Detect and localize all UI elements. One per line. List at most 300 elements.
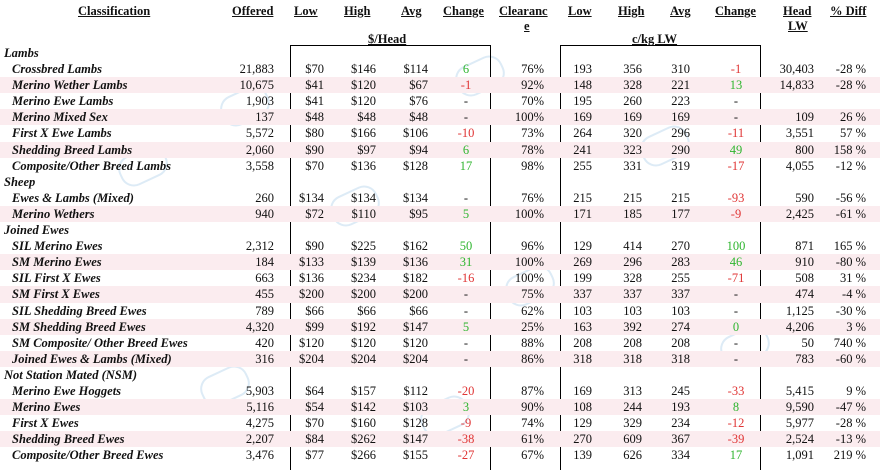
cell-high2: 244 <box>623 400 642 415</box>
cell-avg2: 234 <box>671 416 690 431</box>
table-row <box>0 93 880 109</box>
cell-low: $136 <box>299 271 324 286</box>
cell-high: $66 <box>357 303 376 318</box>
cell-high2: 215 <box>623 190 642 205</box>
cell-low2: 195 <box>573 94 592 109</box>
cell-low2: 171 <box>573 206 592 221</box>
cell-diff: -12 % <box>835 158 866 173</box>
cell-avg2: 103 <box>671 303 690 318</box>
cell-headlw: 30,403 <box>779 62 814 77</box>
cell-avg: $76 <box>409 94 428 109</box>
cell-high2: 103 <box>623 303 642 318</box>
cell-avg2: 337 <box>671 287 690 302</box>
cell-change: 5 <box>462 319 470 334</box>
row-classification: Merino Ewes <box>12 400 81 415</box>
cell-avg: $103 <box>403 400 428 415</box>
row-classification: Joined Ewes & Lambs (Mixed) <box>12 351 172 366</box>
cell-clearance: 100% <box>514 255 544 270</box>
cell-diff: 26 % <box>839 110 866 125</box>
cell-low2: 255 <box>573 158 592 173</box>
cell-change: - <box>463 94 469 109</box>
cell-offered: 21,883 <box>239 62 274 77</box>
cell-change2: - <box>733 303 739 318</box>
cell-change: - <box>463 287 469 302</box>
cell-avg2: 245 <box>671 383 690 398</box>
cell-low: $77 <box>305 448 324 463</box>
cell-avg: $67 <box>409 78 428 93</box>
cell-change: -1 <box>460 78 472 93</box>
cell-avg2: 310 <box>671 62 690 77</box>
col-avg: Avg <box>401 4 422 18</box>
cell-change: - <box>463 303 469 318</box>
cell-offered: 316 <box>255 351 274 366</box>
cell-diff: -28 % <box>835 78 866 93</box>
cell-high: $157 <box>351 383 376 398</box>
cell-avg: $106 <box>403 126 428 141</box>
cell-high: $146 <box>351 62 376 77</box>
cell-high2: 296 <box>623 255 642 270</box>
cell-low: $120 <box>299 335 324 350</box>
cell-avg2: 334 <box>671 448 690 463</box>
cell-diff: -56 % <box>835 190 866 205</box>
cell-change2: - <box>733 94 739 109</box>
cell-change2: 17 <box>729 448 743 463</box>
table-row <box>0 190 880 206</box>
cell-diff: -60 % <box>835 351 866 366</box>
cell-change2: 8 <box>732 400 740 415</box>
cell-avg2: 255 <box>671 271 690 286</box>
cell-high2: 328 <box>623 271 642 286</box>
cell-high: $48 <box>357 110 376 125</box>
table-row <box>0 254 880 270</box>
cell-high2: 318 <box>623 351 642 366</box>
cell-offered: 184 <box>255 255 274 270</box>
cell-change: -27 <box>457 448 475 463</box>
row-classification: First X Ewe Lambs <box>12 126 112 141</box>
cell-change: -16 <box>457 271 475 286</box>
row-classification: Merino Wethers <box>12 206 95 221</box>
cell-change2: -1 <box>730 62 742 77</box>
cell-avg: $147 <box>403 432 428 447</box>
cell-change: 31 <box>459 255 473 270</box>
cell-diff: -4 % <box>842 287 866 302</box>
cell-low2: 269 <box>573 255 592 270</box>
cell-clearance: 67% <box>521 448 544 463</box>
cell-diff: 57 % <box>839 126 866 141</box>
cell-high2: 331 <box>623 158 642 173</box>
cell-offered: 1,903 <box>245 94 274 109</box>
cell-high: $234 <box>351 271 376 286</box>
cell-clearance: 76% <box>521 190 544 205</box>
cell-change: 5 <box>462 206 470 221</box>
cell-low: $204 <box>299 351 324 366</box>
col-change: Change <box>443 4 484 18</box>
cell-avg: $128 <box>403 416 428 431</box>
cell-headlw: 4,055 <box>785 158 814 173</box>
cell-low: $200 <box>299 287 324 302</box>
cell-avg: $162 <box>403 239 428 254</box>
cell-high2: 392 <box>623 319 642 334</box>
row-classification: Shedding Breed Ewes <box>12 432 125 447</box>
category-label: Not Station Mated (NSM) <box>4 367 138 382</box>
cell-high2: 320 <box>623 126 642 141</box>
cell-high2: 414 <box>623 239 642 254</box>
cell-diff: 219 % <box>833 448 866 463</box>
category-row <box>0 222 880 238</box>
cell-offered: 455 <box>255 287 274 302</box>
cell-high: $120 <box>351 78 376 93</box>
cell-change: -10 <box>457 126 475 141</box>
cell-change: 6 <box>462 142 470 157</box>
row-classification: Merino Ewe Lambs <box>12 94 114 109</box>
cell-high2: 260 <box>623 94 642 109</box>
cell-clearance: 98% <box>521 158 544 173</box>
cell-headlw: 800 <box>795 142 814 157</box>
table-row <box>0 270 880 286</box>
cell-clearance: 75% <box>521 287 544 302</box>
cell-high: $266 <box>351 448 376 463</box>
cell-offered: 420 <box>255 335 274 350</box>
col-head: Head <box>783 4 812 18</box>
cell-low2: 337 <box>573 287 592 302</box>
cell-clearance: 90% <box>521 400 544 415</box>
row-classification: SM First X Ewes <box>12 287 100 302</box>
category-label: Sheep <box>4 174 36 189</box>
cell-offered: 3,476 <box>245 448 274 463</box>
cell-diff: -13 % <box>835 432 866 447</box>
row-classification: Ewes & Lambs (Mixed) <box>12 190 134 205</box>
cell-change2: -9 <box>730 206 742 221</box>
col-classification: Classification <box>78 4 151 18</box>
cell-avg: $94 <box>409 142 428 157</box>
cell-high2: 626 <box>623 448 642 463</box>
cell-low2: 129 <box>573 239 592 254</box>
cell-avg2: 208 <box>671 335 690 350</box>
cell-low2: 215 <box>573 190 592 205</box>
row-classification: SIL Merino Ewes <box>12 239 103 254</box>
cell-diff: 9 % <box>846 383 866 398</box>
cell-headlw: 9,590 <box>785 400 814 415</box>
cell-headlw: 2,524 <box>785 432 814 447</box>
table-row <box>0 319 880 335</box>
row-classification: SIL First X Ewes <box>12 271 101 286</box>
cell-high: $136 <box>351 158 376 173</box>
cell-clearance: 88% <box>521 335 544 350</box>
col-head-lw: LW <box>788 19 808 33</box>
cell-avg: $200 <box>403 287 428 302</box>
col-low-ckg: Low <box>568 4 592 18</box>
cell-high2: 337 <box>623 287 642 302</box>
col-low: Low <box>294 4 318 18</box>
cell-high: $192 <box>351 319 376 334</box>
table-row <box>0 142 880 158</box>
cell-avg2: 318 <box>671 351 690 366</box>
cell-low2: 129 <box>573 416 592 431</box>
cell-high: $120 <box>351 335 376 350</box>
cell-clearance: 25% <box>521 319 544 334</box>
cell-high2: 313 <box>623 383 642 398</box>
row-classification: Merino Mixed Sex <box>12 110 108 125</box>
cell-low2: 208 <box>573 335 592 350</box>
cell-low: $133 <box>299 255 324 270</box>
cell-change: -38 <box>457 432 475 447</box>
cell-avg2: 319 <box>671 158 690 173</box>
cell-change2: -71 <box>727 271 745 286</box>
cell-avg2: 274 <box>671 319 690 334</box>
cell-high2: 323 <box>623 142 642 157</box>
group-ckg-lw: c/kg LW <box>632 32 678 46</box>
cell-change2: - <box>733 110 739 125</box>
cell-avg2: 283 <box>671 255 690 270</box>
cell-high: $97 <box>357 142 376 157</box>
cell-diff: -80 % <box>835 255 866 270</box>
cell-diff: -30 % <box>835 303 866 318</box>
cell-offered: 3,558 <box>245 158 274 173</box>
cell-high2: 185 <box>623 206 642 221</box>
cell-offered: 10,675 <box>239 78 274 93</box>
group-per-head: $/Head <box>368 32 407 46</box>
cell-high: $139 <box>351 255 376 270</box>
cell-diff: -47 % <box>835 400 866 415</box>
cell-change2: -12 <box>727 416 745 431</box>
cell-headlw: 474 <box>795 287 814 302</box>
cell-clearance: 76% <box>521 62 544 77</box>
cell-low: $41 <box>305 94 324 109</box>
col-offered: Offered <box>232 4 274 18</box>
cell-avg: $120 <box>403 335 428 350</box>
cell-avg2: 177 <box>671 206 690 221</box>
cell-clearance: 92% <box>521 78 544 93</box>
cell-low: $66 <box>305 303 324 318</box>
cell-avg: $95 <box>409 206 428 221</box>
cell-low2: 264 <box>573 126 592 141</box>
cell-low: $70 <box>305 62 324 77</box>
cell-change2: 100 <box>726 239 746 254</box>
cell-change2: -33 <box>727 383 745 398</box>
cell-offered: 5,116 <box>246 400 274 415</box>
cell-high2: 208 <box>623 335 642 350</box>
cell-avg2: 169 <box>671 110 690 125</box>
row-classification: Shedding Breed Lambs <box>12 142 133 157</box>
cell-headlw: 5,415 <box>785 383 814 398</box>
cell-avg: $66 <box>409 303 428 318</box>
cell-change: -9 <box>460 416 472 431</box>
table-row <box>0 125 880 141</box>
cell-high: $110 <box>351 206 376 221</box>
cell-low2: 108 <box>573 400 592 415</box>
cell-high: $120 <box>351 94 376 109</box>
cell-high: $225 <box>351 239 376 254</box>
cell-offered: 4,320 <box>245 319 274 334</box>
cell-avg: $114 <box>403 62 428 77</box>
row-classification: SM Composite/ Other Breed Ewes <box>12 335 188 350</box>
row-classification: Crossbred Lambs <box>12 62 102 77</box>
cell-high: $160 <box>351 416 376 431</box>
cell-clearance: 62% <box>521 303 544 318</box>
table-row <box>0 335 880 351</box>
col-pct-diff: % Diff <box>830 4 867 18</box>
cell-low: $80 <box>305 126 324 141</box>
cell-clearance: 74% <box>521 416 544 431</box>
cell-clearance: 61% <box>521 432 544 447</box>
table-header <box>0 0 880 48</box>
table-row <box>0 431 880 447</box>
table-body <box>0 45 880 463</box>
table-row <box>0 351 880 367</box>
cell-high: $204 <box>351 351 376 366</box>
cell-change2: -17 <box>727 158 745 173</box>
cell-diff: -28 % <box>835 62 866 77</box>
cell-avg2: 270 <box>671 239 690 254</box>
cell-low: $70 <box>305 158 324 173</box>
table-row <box>0 77 880 93</box>
cell-avg: $128 <box>403 158 428 173</box>
cell-low: $90 <box>305 142 324 157</box>
cell-low: $99 <box>305 319 324 334</box>
cell-clearance: 86% <box>521 351 544 366</box>
category-label: Lambs <box>4 46 39 60</box>
cell-headlw: 508 <box>795 271 814 286</box>
cell-clearance: 96% <box>521 239 544 254</box>
cell-change: -20 <box>457 383 475 398</box>
col-high: High <box>344 4 371 18</box>
cell-avg: $48 <box>409 110 428 125</box>
cell-change: - <box>463 190 469 205</box>
col-clearance: Clearanc <box>499 4 548 18</box>
cell-diff: -61 % <box>835 206 866 221</box>
row-classification: SM Merino Ewes <box>12 255 102 270</box>
cell-avg: $136 <box>403 255 428 270</box>
cell-low: $84 <box>305 432 324 447</box>
cell-low2: 241 <box>573 142 592 157</box>
cell-avg2: 221 <box>671 78 690 93</box>
cell-offered: 4,275 <box>245 416 274 431</box>
col-clearance-cont: e <box>524 19 530 33</box>
cell-diff: 3 % <box>846 319 866 334</box>
cell-high: $166 <box>351 126 376 141</box>
table-row <box>0 109 880 125</box>
row-classification: Merino Wether Lambs <box>12 78 128 93</box>
cell-avg2: 367 <box>671 432 690 447</box>
cell-clearance: 78% <box>521 142 544 157</box>
row-classification: Composite/Other Breed Lambs <box>12 158 172 173</box>
cell-change: 3 <box>462 400 470 415</box>
cell-low2: 163 <box>573 319 592 334</box>
cell-high2: 329 <box>623 416 642 431</box>
cell-diff: 740 % <box>833 335 866 350</box>
cell-headlw: 5,977 <box>785 416 814 431</box>
cell-change: - <box>463 351 469 366</box>
cell-low: $134 <box>299 190 324 205</box>
cell-low: $72 <box>305 206 324 221</box>
cell-low2: 193 <box>573 62 592 77</box>
cell-low: $48 <box>305 110 324 125</box>
table-row <box>0 447 880 463</box>
table-row <box>0 206 880 222</box>
table-row <box>0 158 880 174</box>
cell-clearance: 87% <box>521 383 544 398</box>
cell-low2: 148 <box>573 78 592 93</box>
cell-headlw: 14,833 <box>779 78 814 93</box>
cell-high: $134 <box>351 190 376 205</box>
cell-change2: -39 <box>727 432 745 447</box>
cell-headlw: 109 <box>795 110 814 125</box>
cell-high2: 356 <box>623 62 642 77</box>
cell-change2: - <box>733 287 739 302</box>
cell-offered: 5,572 <box>245 126 274 141</box>
cell-high: $200 <box>351 287 376 302</box>
cell-low2: 199 <box>573 271 592 286</box>
cell-low2: 318 <box>573 351 592 366</box>
cell-low2: 139 <box>573 448 592 463</box>
cell-high: $142 <box>351 400 376 415</box>
cell-headlw: 4,206 <box>785 319 814 334</box>
category-row <box>0 45 880 61</box>
cell-diff: -28 % <box>835 416 866 431</box>
cell-clearance: 70% <box>521 94 544 109</box>
cell-offered: 789 <box>255 303 274 318</box>
cell-offered: 2,060 <box>245 142 274 157</box>
table-row <box>0 383 880 399</box>
cell-change2: - <box>733 351 739 366</box>
cell-low2: 169 <box>573 110 592 125</box>
cell-offered: 137 <box>255 110 274 125</box>
cell-avg: $112 <box>403 383 428 398</box>
row-classification: SM Shedding Breed Ewes <box>12 319 146 334</box>
cell-headlw: 590 <box>795 190 814 205</box>
cell-offered: 663 <box>255 271 274 286</box>
cell-high2: 328 <box>623 78 642 93</box>
cell-headlw: 871 <box>795 239 814 254</box>
cell-high2: 169 <box>623 110 642 125</box>
cell-avg: $182 <box>403 271 428 286</box>
cell-offered: 940 <box>255 206 274 221</box>
cell-avg2: 193 <box>671 400 690 415</box>
cell-clearance: 100% <box>514 271 544 286</box>
cell-low2: 169 <box>573 383 592 398</box>
cell-headlw: 3,551 <box>785 126 814 141</box>
table-row <box>0 415 880 431</box>
row-classification: First X Ewes <box>12 416 79 431</box>
cell-avg2: 215 <box>671 190 690 205</box>
cell-clearance: 100% <box>514 206 544 221</box>
col-change-ckg: Change <box>715 4 756 18</box>
row-classification: Composite/Other Breed Ewes <box>12 448 164 463</box>
cell-avg2: 223 <box>671 94 690 109</box>
cell-diff: 165 % <box>833 239 866 254</box>
cell-change2: -93 <box>727 190 745 205</box>
cell-low: $41 <box>305 78 324 93</box>
cell-change2: 46 <box>729 255 743 270</box>
cell-low: $54 <box>305 400 324 415</box>
cell-high: $262 <box>351 432 376 447</box>
cell-avg: $147 <box>403 319 428 334</box>
cell-headlw: 1,125 <box>785 303 814 318</box>
cell-clearance: 100% <box>514 110 544 125</box>
cell-change: 17 <box>459 158 473 173</box>
row-classification: SIL Shedding Breed Ewes <box>12 303 147 318</box>
col-high-ckg: High <box>618 4 645 18</box>
cell-change2: - <box>733 335 739 350</box>
cell-clearance: 73% <box>521 126 544 141</box>
cell-change2: -11 <box>727 126 745 141</box>
table-row <box>0 61 880 77</box>
cell-change: 6 <box>462 62 470 77</box>
cell-low: $64 <box>305 383 324 398</box>
cell-avg: $204 <box>403 351 428 366</box>
col-avg-ckg: Avg <box>670 4 691 18</box>
category-row <box>0 367 880 383</box>
